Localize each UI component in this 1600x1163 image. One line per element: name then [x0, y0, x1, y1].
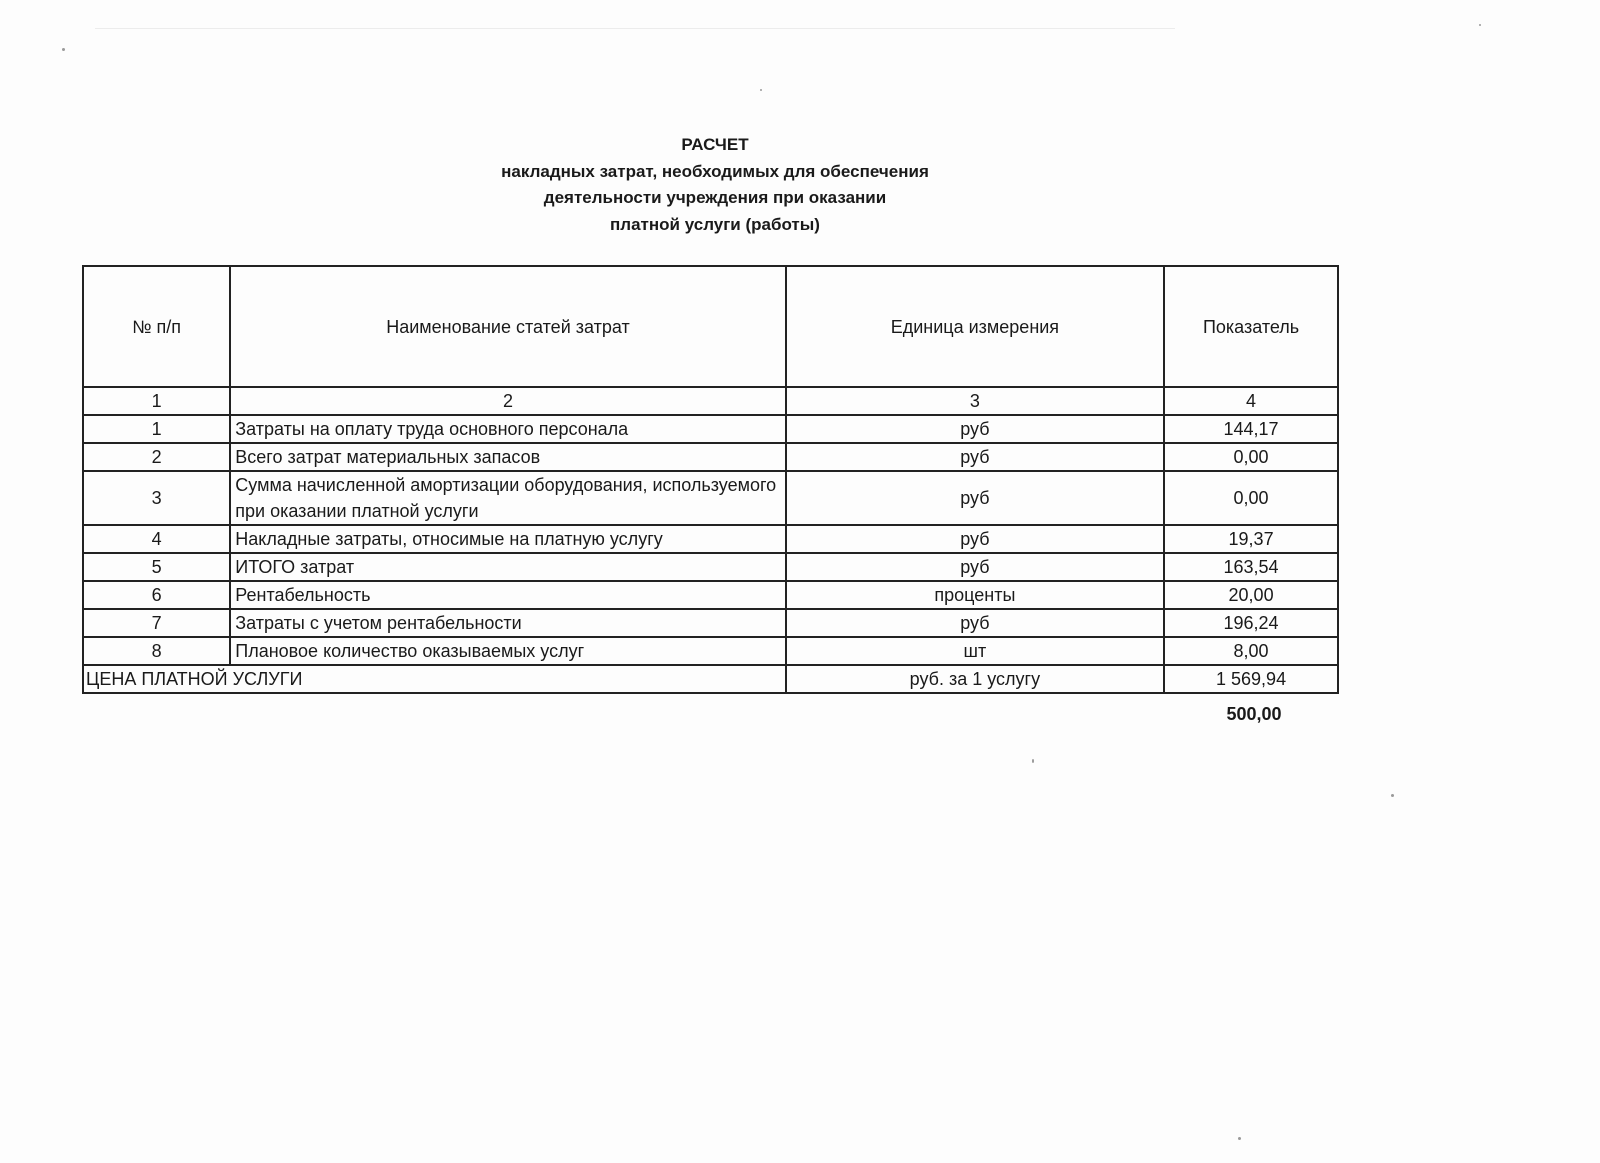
row-value: 144,17: [1164, 415, 1338, 443]
row-unit: руб: [786, 525, 1164, 553]
row-name: Плановое количество оказываемых услуг: [230, 637, 785, 665]
row-value: 20,00: [1164, 581, 1338, 609]
row-unit: руб: [786, 443, 1164, 471]
title-line-3: деятельности учреждения при оказании: [543, 188, 887, 207]
scan-speck: [760, 89, 762, 91]
column-number: 2: [230, 387, 785, 415]
row-num: 5: [83, 553, 230, 581]
row-num: 6: [83, 581, 230, 609]
row-unit: проценты: [786, 581, 1164, 609]
table-row: [83, 609, 1338, 637]
row-name: Накладные затраты, относимые на платную услугу: [230, 525, 785, 553]
column-number-row: [83, 387, 1338, 415]
title-line-1: РАСЧЕТ: [681, 135, 749, 154]
row-unit: шт: [786, 637, 1164, 665]
header-name: Наименование статей затрат: [230, 266, 785, 387]
row-name: Сумма начисленной амортизации оборудования, используемого при оказании платной услуги: [230, 471, 785, 525]
title-line-4: платной услуги (работы): [610, 214, 820, 234]
row-value: 0,00: [1164, 443, 1338, 471]
row-num: 7: [83, 609, 230, 637]
scan-speck: [62, 48, 65, 51]
row-unit: руб: [786, 415, 1164, 443]
row-num: 3: [83, 471, 230, 525]
table-row: [83, 471, 1338, 525]
row-unit: руб: [786, 553, 1164, 581]
header-unit: Единица измерения: [786, 266, 1164, 387]
row-name: ИТОГО затрат: [230, 553, 785, 581]
scan-speck: [1391, 794, 1394, 797]
row-num: 2: [83, 443, 230, 471]
table-row: [83, 415, 1338, 443]
header-value: Показатель: [1164, 266, 1338, 387]
header-row: [83, 266, 1338, 387]
total-label: ЦЕНА ПЛАТНОЙ УСЛУГИ: [83, 665, 786, 693]
document-title: [395, 132, 1035, 238]
row-num: 4: [83, 525, 230, 553]
column-number: 4: [1164, 387, 1338, 415]
row-value: 8,00: [1164, 637, 1338, 665]
row-num: 8: [83, 637, 230, 665]
extra-value: 500,00: [1226, 704, 1282, 724]
total-row: [83, 665, 1338, 693]
row-value: 196,24: [1164, 609, 1338, 637]
row-value: 19,37: [1164, 525, 1338, 553]
cost-table: [82, 265, 1339, 694]
title-line-2: накладных затрат, необходимых для обеспечения: [501, 161, 929, 181]
table-row: [83, 581, 1338, 609]
table-row: [83, 525, 1338, 553]
total-unit: руб. за 1 услугу: [786, 665, 1164, 693]
row-name: Рентабельность: [230, 581, 785, 609]
row-name: Затраты с учетом рентабельности: [230, 609, 785, 637]
row-value: 163,54: [1164, 553, 1338, 581]
column-number: 3: [786, 387, 1164, 415]
scan-speck: [1238, 1137, 1241, 1140]
total-value: 1 569,94: [1164, 665, 1338, 693]
table-row: [83, 443, 1338, 471]
scan-speck: [1032, 759, 1034, 763]
row-name: Всего затрат материальных запасов: [230, 443, 785, 471]
row-name: Затраты на оплату труда основного персонала: [230, 415, 785, 443]
column-number: 1: [83, 387, 230, 415]
row-value: 0,00: [1164, 471, 1338, 525]
scan-speck: [1479, 24, 1481, 26]
table-row: [83, 637, 1338, 665]
row-unit: руб: [786, 609, 1164, 637]
table-row: [83, 553, 1338, 581]
header-num: № п/п: [83, 266, 230, 387]
row-num: 1: [83, 415, 230, 443]
row-unit: руб: [786, 471, 1164, 525]
scan-edge-line: [95, 28, 1175, 29]
